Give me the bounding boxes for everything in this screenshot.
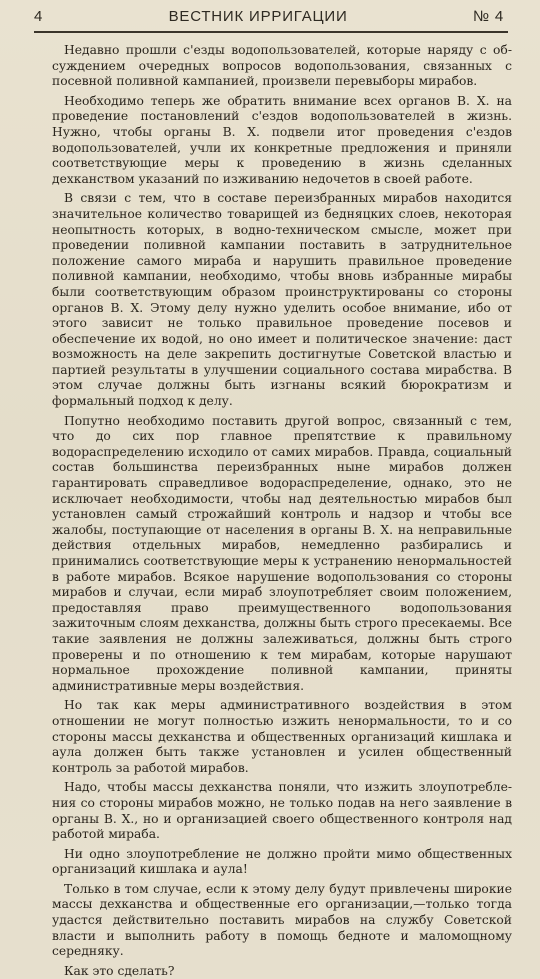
- issue-number: № 4: [472, 8, 504, 25]
- paragraph-4: Попутно необходимо поставить другой вопрос, связанный с тем, что до сих пор главное препятствие к правильному водораспределению исходило от самих мирабов. Правда, социальный состав большинства переизбранных ныне мирабов должен гарантировать справедливое водораспределение, однако, это не исключает необходимости, чтобы над деятельностью мирабов был установлен самый строжайший контроль и надзор и чтобы все жалобы, поступающие от населения в органы В. Х. на неправильные действия отдельных мирабов, немедленно разбирались и принимались соответствующие меры к устранению ненормальностей в работе мирабов. Всякое нарушение водопользования со стороны мирабов и случаи, если мираб злоупотребляет своим положением, предоставляя право преимущественного водопользования зажиточным слоям дехканства, должны быть строго пресекаемы. Все такие заявления не должны залеживаться, должны быть строго проверены и по отношению к тем мирабам, которые нарушают нормальное прохождение поливной кампании, приняты административные меры воздействия.: [52, 413, 512, 693]
- paragraph-3: В связи с тем, что в составе переизбранных мирабов находится значительное количество товарищей из бедняцких слоев, некоторая неопытность которых, в водно-техническом смысле, может при проведении поливной кампании поставить в затруднительное положение самого мираба и нарушить правильное проведение поливной кампании, необходимо, чтобы вновь избранные мирабы были соответствующим образом проинструктированы со стороны органов В. Х. Этому делу нужно уделить особое внимание, ибо от этого зависит не только правильное проведение посевов и обеспечение их водой, но оно имеет и политическое значение: даст возможность на деле закрепить достигнутые Советской властью и партией результаты в улучшении социального состава мирабства. В этом случае должны быть изгнаны всякий бюрократизм и формальный подход к делу.: [52, 191, 512, 409]
- paragraph-7: Ни одно злоупотребление не должно пройти мимо общественных организаций кишлака и аула!: [52, 846, 512, 877]
- paragraph-6: Надо, чтобы массы дехканства поняли, что изжить злоупотребления со стороны мирабов можно, не только подав на него заявление в органы В. Х., но и организацией своего общественного контроля над работой мираба.: [52, 780, 512, 842]
- paragraph-5: Но так как меры административного воздействия в этом отношении не могут полностью изжить ненормальности, то и со стороны массы дехканства и общественных организаций кишлака и аула должен быть также установлен и усилен общественный контроль за работой мирабов.: [52, 698, 512, 775]
- paragraph-2: Необходимо теперь же обратить внимание всех органов В. Х. на проведение постановлений с'ездов водопользователей в жизнь. Нужно, чтобы органы В. Х. подвели итог проведения с'ездов водопользователей, учли их конкретные предложения и приняли соответствующие меры к проведению в жизнь сделанных дехканством указаний по изживанию недочетов в своей работе.: [52, 93, 512, 186]
- paragraph-9: Как это сделать?: [64, 963, 175, 978]
- paragraph-1: Недавно прошли с'езды водопользователей, которые наряду с обсуждением очередных вопросов водопользования, связанных с посевной поливной кампанией, произвели перевыборы мирабов.: [52, 43, 512, 89]
- paragraph-8: Только в том случае, если к этому делу будут привлечены широкие массы дехканства и общественные его организации,—только тогда удастся действительно поставить мирабов на службу Советской власти и выполнить работу в помощь бедноте и маломощному середняку.: [52, 881, 512, 959]
- running-header: [34, 8, 508, 25]
- journal-title: ВЕСТНИК ИРРИГАЦИИ: [168, 8, 348, 25]
- page-number: 4: [34, 8, 44, 25]
- header-rule: [34, 31, 508, 33]
- article-body: [52, 43, 512, 979]
